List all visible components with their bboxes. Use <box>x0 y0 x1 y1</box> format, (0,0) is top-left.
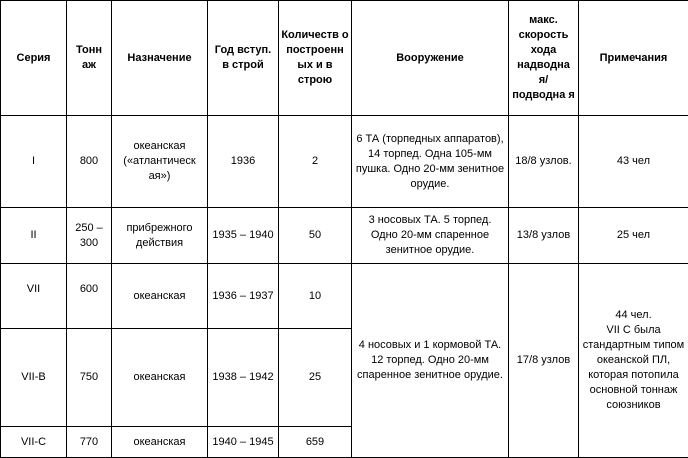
header-tonnage: Тонн аж <box>67 1 112 116</box>
cell-speed: 13/8 узлов <box>509 208 579 264</box>
cell-count: 659 <box>279 427 352 458</box>
cell-notes-vii-group: 44 чел. VII C была стандартным типом океанской ПЛ, которая потопила основной тоннаж союзников <box>579 264 688 458</box>
cell-series: II <box>1 208 67 264</box>
cell-year: 1935 – 1940 <box>208 208 279 264</box>
header-row <box>1 1 688 116</box>
cell-count: 25 <box>279 329 352 427</box>
cell-purpose: океанская <box>112 427 208 458</box>
cell-count: 50 <box>279 208 352 264</box>
cell-year: 1940 – 1945 <box>208 427 279 458</box>
cell-series: VII-C <box>1 427 67 458</box>
cell-series: VII <box>1 264 67 329</box>
cell-notes: 25 чел <box>579 208 688 264</box>
header-year: Год вступ. в строй <box>208 1 279 116</box>
cell-tonnage: 600 <box>67 264 112 329</box>
cell-armament: 3 носовых ТА. 5 торпед. Одно 20-мм спаренное зенитное орудие. <box>352 208 509 264</box>
cell-purpose: океанская («атлантическ ая») <box>112 116 208 208</box>
cell-year: 1936 <box>208 116 279 208</box>
table-row <box>1 116 688 208</box>
cell-tonnage: 770 <box>67 427 112 458</box>
header-purpose: Назначение <box>112 1 208 116</box>
cell-tonnage: 800 <box>67 116 112 208</box>
header-speed: макс. скорость хода надводна я/ подводна я <box>509 1 579 116</box>
cell-armament: 6 ТА (торпедных аппаратов), 14 торпед. Одна 105-мм пушка. Одно 20-мм зенитное орудие. <box>352 116 509 208</box>
cell-purpose: океанская <box>112 264 208 329</box>
cell-speed: 18/8 узлов. <box>509 116 579 208</box>
header-armament: Вооружение <box>352 1 509 116</box>
table-row <box>1 264 688 329</box>
header-notes: Примечания <box>579 1 688 116</box>
cell-speed-vii-group: 17/8 узлов <box>509 264 579 458</box>
cell-series: VII-B <box>1 329 67 427</box>
cell-count: 2 <box>279 116 352 208</box>
header-count: Количеств о построенн ых и в строю <box>279 1 352 116</box>
cell-tonnage: 250 – 300 <box>67 208 112 264</box>
cell-year: 1936 – 1937 <box>208 264 279 329</box>
cell-series: I <box>1 116 67 208</box>
header-series: Серия <box>1 1 67 116</box>
cell-purpose: прибрежного действия <box>112 208 208 264</box>
cell-armament-vii-group: 4 носовых и 1 кормовой ТА. 12 торпед. Одно 20-мм спаренное зенитное орудие. <box>352 264 509 458</box>
cell-notes: 43 чел <box>579 116 688 208</box>
cell-count: 10 <box>279 264 352 329</box>
cell-purpose: океанская <box>112 329 208 427</box>
cell-year: 1938 – 1942 <box>208 329 279 427</box>
cell-tonnage: 750 <box>67 329 112 427</box>
table-row <box>1 208 688 264</box>
